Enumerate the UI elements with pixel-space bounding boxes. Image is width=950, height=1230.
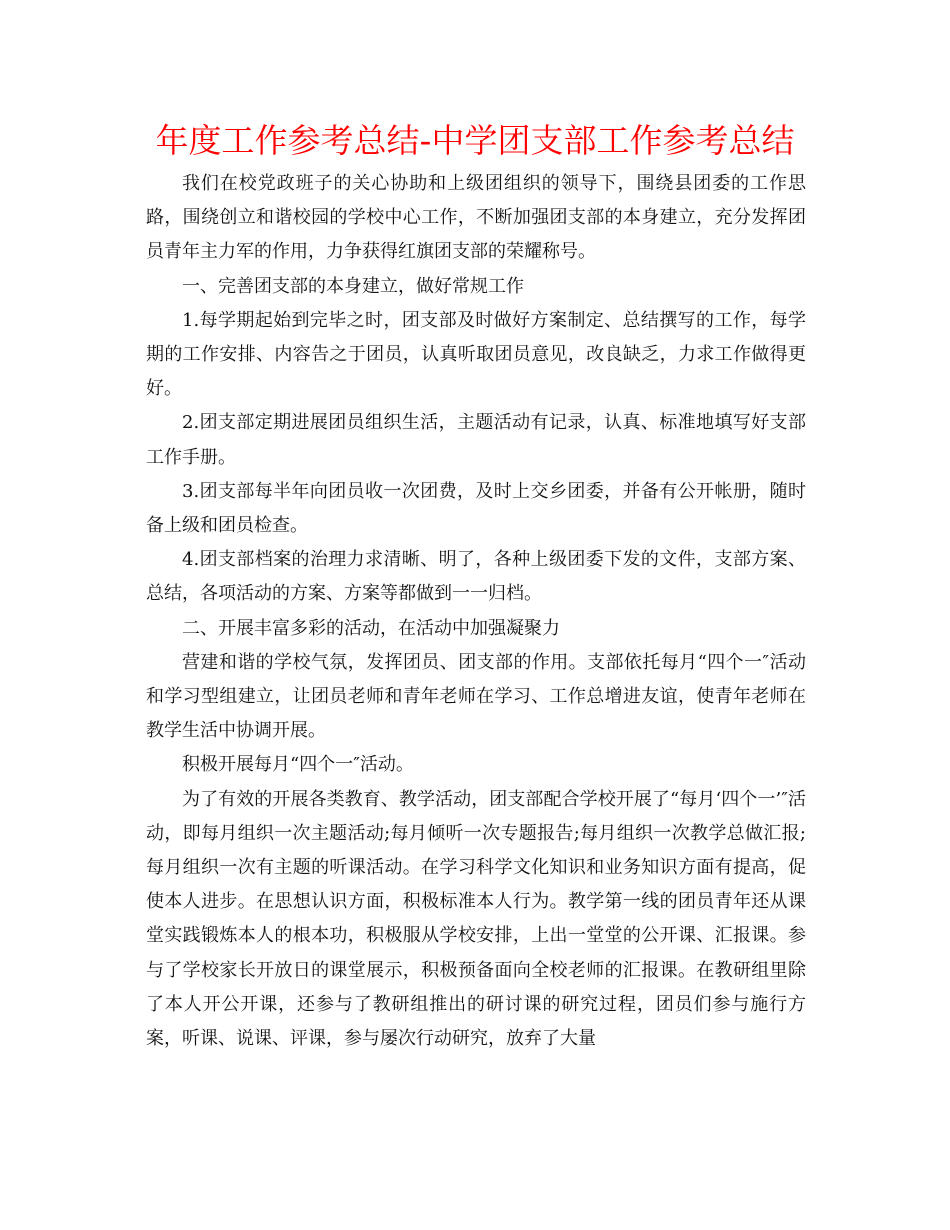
paragraph-activities: 为了有效的开展各类教育、教学活动，团支部配合学校开展了“每月‘四个一’″活动，即每月组织一次主题活动;每月倾听一次专题报告;每月组织一次教学总做汇报;每月组织一次有主题的听课活动。在学习科学文化知识和业务知识方面有提高，促使本人进步。在思想认识方面，积极标准本人行为。教学第一线的团员青年还从课堂实践锻炼本人的根本功，积极服从学校安排，上出一堂堂的公开课、汇报课。参与了学校家长开放日的课堂展示，积极预备面向全校老师的汇报课。在教研组里除了本人开公开课，还参与了教研组推出的研讨课的研究过程，团员们参与施行方案，听课、说课、评课，参与屡次行动研究，放弃了大量 bbox=[146, 788, 806, 1050]
paragraph-intro: 我们在校党政班子的关心协助和上级团组织的领导下，围绕县团委的工作思路，围绕创立和谐校园的学校中心工作，不断加强团支部的本身建立，充分发挥团员青年主力军的作用，力争获得红旗团支部的荣耀称号。 bbox=[146, 173, 806, 263]
document-body bbox=[146, 167, 806, 1056]
paragraph-item-2: 2.团支部定期进展团员组织生活，主题活动有记录，认真、标准地填写好支部工作手册。 bbox=[146, 412, 806, 468]
section-heading-2: 二、开展丰富多彩的活动，在活动中加强凝聚力 bbox=[182, 617, 560, 639]
document-title: 年度工作参考总结-中学团支部工作参考总结 bbox=[155, 121, 795, 160]
paragraph-item-1: 1.每学期起始到完毕之时，团支部及时做好方案制定、总结撰写的工作，每学期的工作安排、内容告之于团员，认真听取团员意见，改良缺乏，力求工作做得更好。 bbox=[146, 309, 806, 400]
paragraph-harmony: 营建和谐的学校气氛，发挥团员、团支部的作用。支部依托每月“四个一″活动和学习型组建立，让团员老师和青年老师在学习、工作总增进友谊，使青年老师在教学生活中协调开展。 bbox=[146, 651, 806, 742]
section-heading-1: 一、完善团支部的本身建立，做好常规工作 bbox=[182, 275, 524, 297]
paragraph-four-ones: 积极开展每月“四个一″活动。 bbox=[182, 754, 414, 776]
paragraph-item-3: 3.团支部每半年向团员收一次团费，及时上交乡团委，并备有公开帐册，随时备上级和团员检查。 bbox=[146, 480, 806, 537]
paragraph-item-4: 4.团支部档案的治理力求清晰、明了，各种上级团委下发的文件，支部方案、总结，各项活动的方案、方案等都做到一一归档。 bbox=[146, 549, 806, 605]
